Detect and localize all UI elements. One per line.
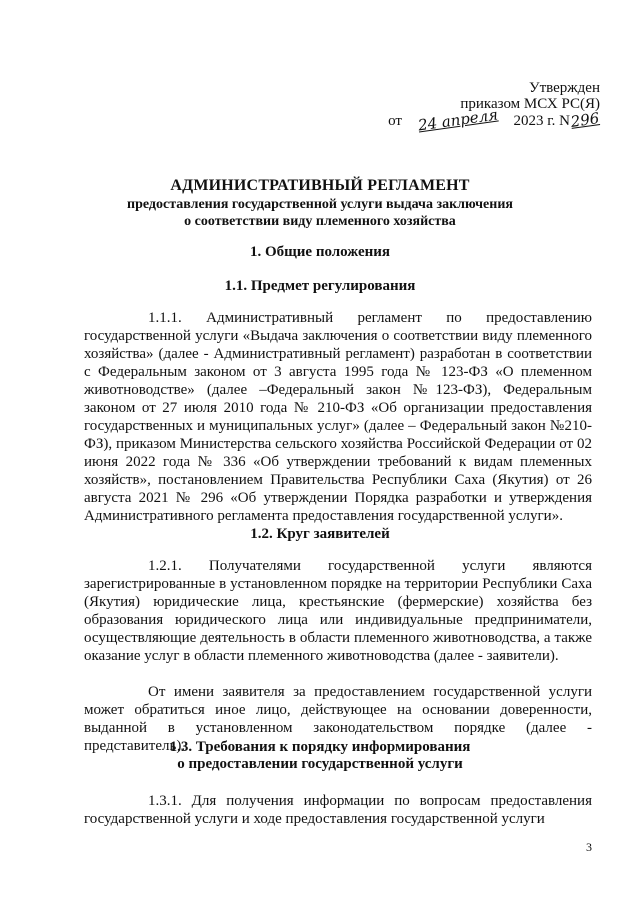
approval-stamp (388, 80, 601, 135)
document-subtitle-1: предоставления государственной услуги выдача заключения (127, 197, 513, 212)
approval-line-2: приказом МСХ РС(Я) (460, 96, 600, 112)
approval-line-1: Утвержден (528, 80, 600, 96)
document-title: АДМИНИСТРАТИВНЫЙ РЕГЛАМЕНТ (170, 177, 470, 194)
paragraph-1-2-2: От имени заявителя за предоставлением государственной услуги может обратиться иное лицо, действующее на основании доверенности, выданной в установленном законодательством порядке (далее - представитель). (84, 684, 592, 754)
page-number: 3 (586, 840, 592, 854)
approval-from: от (388, 113, 402, 129)
section-heading-1-3-line-2: о предоставлении государственной услуги (177, 756, 463, 772)
handwritten-number: 296 (569, 109, 601, 131)
section-heading-1-1: 1.1. Предмет регулирования (224, 278, 416, 294)
approval-line-3 (388, 105, 601, 135)
document-title-block (0, 176, 640, 230)
section-heading-1-2: 1.2. Круг заявителей (250, 526, 390, 542)
paragraph-1-3-1: 1.3.1. Для получения информации по вопросам предоставления государственной услуги и ходе предоставления государственной услуги (84, 793, 592, 827)
section-heading-1: 1. Общие положения (249, 244, 391, 260)
section-heading-1-3-line-1: 1.3. Требования к порядку информирования (169, 739, 471, 755)
handwritten-date: 24 апреля (416, 105, 499, 135)
paragraph-1-1-1: 1.1.1. Административный регламент по предоставлению государственной услуги «Выдача заключения о соответствии виду племенного хозяйства» (далее - Административный регламент) разработан в соответствии с Федеральным законом от 3 августа 1995 года № 123-ФЗ «О племенном животноводстве» (далее –Федеральный закон №123-ФЗ), Федеральным законом от 27 июля 2010 года № 210-ФЗ «Об организации предоставления государственных и муниципальных услуг» (далее – Федеральный закон №210-ФЗ), приказом Министерства сельского хозяйства Российской Федерации от 02 июня 2022 года № 336 «Об утверждении требований к видам племенных хозяйств», постановлением Правительства Республики Саха (Якутия) от 26 августа 2021 № 296 «Об утверждении Порядка разработки и утверждения Административного регламента предоставления государственной услуги». (84, 310, 592, 524)
document-subtitle-2: о соответствии виду племенного хозяйства (184, 214, 456, 229)
paragraph-1-2-1: 1.2.1. Получателями государственной услуги являются зарегистрированные в установленном порядке на территории Республики Саха (Якутия) юридические лица, крестьянские (фермерские) хозяйства без образования юридического лица или индивидуальные предприниматели, осуществляющие деятельность в области племенного животноводства, а также оказание услуг в области племенного животноводства (далее - заявители). (84, 558, 592, 664)
approval-year: 2023 г. N (513, 113, 570, 129)
